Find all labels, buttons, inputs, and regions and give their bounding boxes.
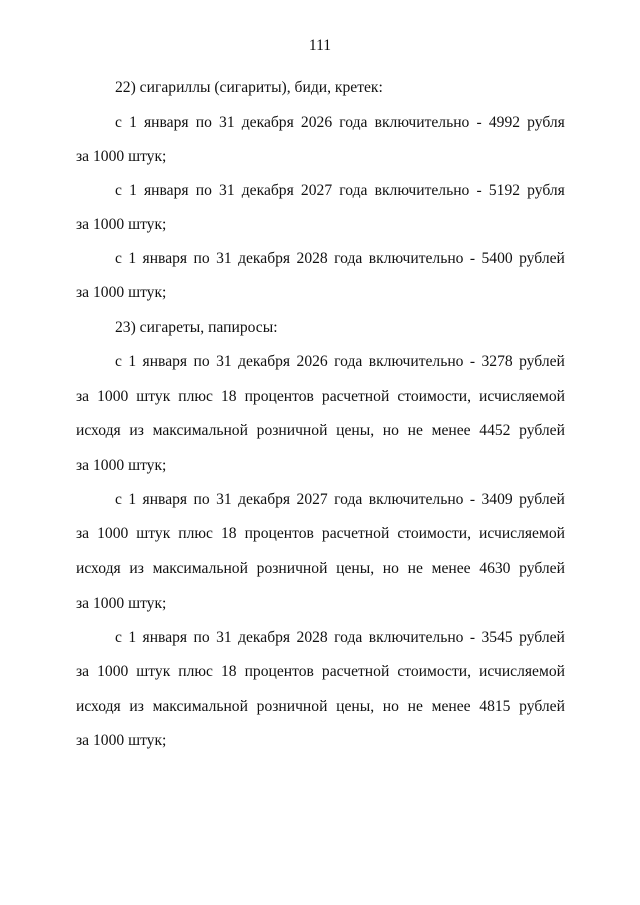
word: стоимости, [397, 525, 472, 542]
word: рубля [527, 182, 565, 199]
word: за [76, 525, 90, 542]
word: процентов [244, 525, 314, 542]
word: 18 [220, 663, 237, 680]
text-line [76, 696, 565, 718]
word: процентов [244, 663, 314, 680]
word: 5192 [488, 182, 521, 199]
word: штук [136, 525, 171, 542]
word: декабря [238, 491, 291, 508]
word: цены, [336, 560, 375, 577]
word: с [115, 629, 122, 646]
text-line: 23) сигареты, папиросы: [115, 319, 278, 336]
word: штук [136, 663, 171, 680]
word: 3278 [481, 353, 513, 370]
word: цены, [336, 698, 375, 715]
word: - [469, 629, 476, 646]
text-line: за 1000 штук; [76, 595, 167, 612]
text-line [76, 386, 565, 408]
word: исходя [76, 422, 121, 439]
text-line [115, 248, 565, 270]
word: включительно [374, 114, 470, 131]
word: рублей [519, 422, 565, 439]
word: года [334, 353, 363, 370]
word: исчисляемой [479, 663, 565, 680]
word: стоимости, [397, 663, 472, 680]
word: менее [431, 698, 471, 715]
word: с [115, 182, 122, 199]
word: января [142, 629, 188, 646]
word: 3409 [481, 491, 513, 508]
text-line [76, 523, 565, 545]
word: за [76, 388, 90, 405]
word: максимальной [152, 560, 248, 577]
word: декабря [238, 629, 291, 646]
word: 2027 [300, 182, 333, 199]
page-number: 111 [308, 37, 332, 54]
word: максимальной [152, 422, 248, 439]
text-line: за 1000 штук; [76, 732, 167, 749]
text-line [115, 489, 565, 511]
word: 1 [128, 250, 137, 267]
word: включительно [374, 182, 470, 199]
word: 2026 [300, 114, 333, 131]
word: 2026 [296, 353, 328, 370]
word: 5400 [481, 250, 513, 267]
text-line: за 1000 штук; [76, 284, 167, 301]
word: 1000 [97, 525, 129, 542]
word: 1 [128, 629, 137, 646]
word: января [142, 250, 188, 267]
word: менее [431, 422, 471, 439]
word: плюс [178, 663, 213, 680]
word: января [144, 182, 189, 199]
word: года [339, 182, 368, 199]
word: января [142, 353, 188, 370]
word: по [193, 250, 210, 267]
word: с [115, 250, 122, 267]
word: - [476, 182, 482, 199]
word: 2027 [296, 491, 328, 508]
word: розничной [256, 422, 328, 439]
word: исчисляемой [479, 388, 565, 405]
word: - [476, 114, 482, 131]
word: рубля [527, 114, 565, 131]
word: 31 [219, 114, 235, 131]
word: менее [431, 560, 471, 577]
word: 18 [220, 525, 237, 542]
word: с [115, 491, 122, 508]
word: из [129, 560, 144, 577]
word: но [382, 698, 399, 715]
word: 4815 [479, 698, 511, 715]
word: по [193, 353, 210, 370]
text-line [115, 180, 565, 202]
word: по [195, 182, 212, 199]
word: рублей [519, 353, 565, 370]
word: 2028 [296, 250, 328, 267]
word: расчетной [321, 663, 390, 680]
word: плюс [178, 525, 213, 542]
word: декабря [241, 114, 294, 131]
text-line: за 1000 штук; [76, 216, 167, 233]
text-line: за 1000 штук; [76, 148, 167, 165]
word: рублей [519, 629, 565, 646]
word: расчетной [321, 388, 390, 405]
text-line [76, 420, 565, 442]
word: 1 [128, 353, 137, 370]
word: 18 [220, 388, 237, 405]
word: расчетной [321, 525, 390, 542]
word: 1000 [97, 663, 129, 680]
word: 4992 [488, 114, 521, 131]
word: но [382, 560, 399, 577]
word: исходя [76, 560, 121, 577]
word: 4452 [479, 422, 511, 439]
word: но [382, 422, 399, 439]
word: 31 [216, 250, 232, 267]
text-line [115, 112, 565, 134]
word: процентов [244, 388, 314, 405]
word: 31 [219, 182, 235, 199]
text-line [76, 661, 565, 683]
word: включительно [368, 250, 464, 267]
text-line: за 1000 штук; [76, 457, 167, 474]
word: года [334, 629, 363, 646]
word: 31 [216, 491, 232, 508]
word: 31 [216, 629, 232, 646]
text-line [76, 558, 565, 580]
word: включительно [368, 353, 464, 370]
word: января [144, 114, 189, 131]
word: 31 [216, 353, 232, 370]
word: 2028 [296, 629, 328, 646]
word: года [339, 114, 368, 131]
word: года [334, 491, 363, 508]
word: 4630 [479, 560, 511, 577]
word: с [115, 353, 122, 370]
word: 1000 [97, 388, 129, 405]
word: из [129, 698, 144, 715]
word: 1 [129, 182, 137, 199]
word: по [193, 491, 210, 508]
word: розничной [256, 698, 328, 715]
word: рублей [519, 491, 565, 508]
word: рублей [519, 698, 565, 715]
word: штук [136, 388, 171, 405]
word: включительно [368, 629, 464, 646]
word: по [195, 114, 212, 131]
word: декабря [241, 182, 294, 199]
word: не [407, 698, 423, 715]
word: - [469, 353, 476, 370]
word: января [142, 491, 188, 508]
word: исходя [76, 698, 121, 715]
word: плюс [178, 388, 213, 405]
word: - [469, 250, 476, 267]
text-line [115, 627, 565, 649]
word: стоимости, [397, 388, 472, 405]
word: максимальной [152, 698, 248, 715]
word: из [129, 422, 144, 439]
word: включительно [368, 491, 464, 508]
word: 1 [129, 114, 137, 131]
word: за [76, 663, 90, 680]
text-line: 22) сигариллы (сигариты), биди, кретек: [115, 79, 383, 96]
word: 1 [128, 491, 137, 508]
word: 3545 [481, 629, 513, 646]
word: исчисляемой [479, 525, 565, 542]
word: не [407, 560, 423, 577]
word: розничной [256, 560, 328, 577]
word: цены, [336, 422, 375, 439]
word: не [407, 422, 423, 439]
word: декабря [238, 353, 291, 370]
word: рублей [519, 560, 565, 577]
word: декабря [238, 250, 291, 267]
word: рублей [519, 250, 565, 267]
word: - [469, 491, 476, 508]
text-line [115, 351, 565, 373]
word: по [193, 629, 210, 646]
word: года [334, 250, 363, 267]
word: с [115, 114, 122, 131]
